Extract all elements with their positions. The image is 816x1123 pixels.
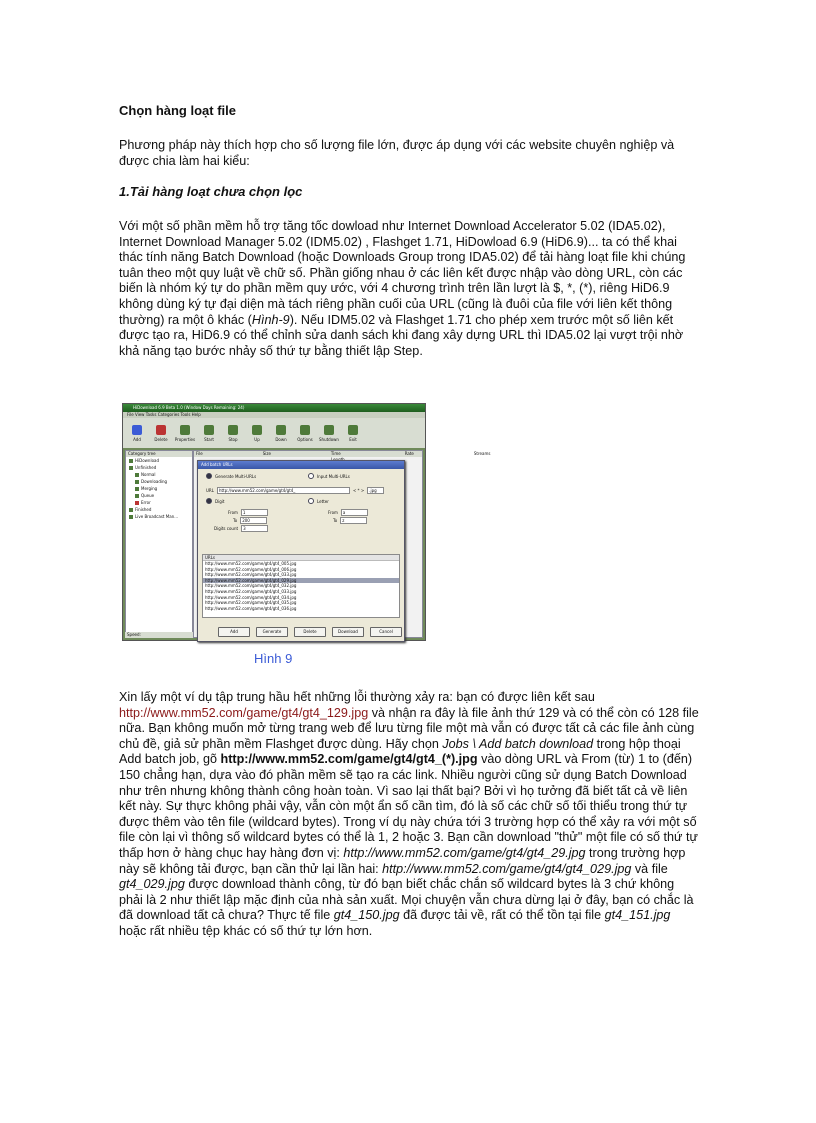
toolbar-start-button: Start [199,421,219,445]
url-ext-field: .jpg [367,487,384,494]
letter-to-row: To z [333,517,367,524]
dialog-add-button: Add [218,627,250,637]
letter-option: Letter [308,498,329,504]
radio-icon [308,473,314,479]
url-list-item: http://www.mm52.com/game/gt4/gt4_036.jpg [205,605,297,611]
dialog-title: Add batch URLs [198,461,404,469]
url-list-item: http://www.mm52.com/game/gt4/gt4_006.jpg [205,566,297,572]
url-row: URL http://www.mm52.com/game/gt4/gt4_ < * > .jpg [206,487,384,494]
up-arrow-icon [252,425,262,435]
figure-category-tree [125,450,193,638]
tree-item: HiDownload [126,457,192,464]
down-arrow-icon [276,425,286,435]
example-link[interactable]: http://www.mm52.com/game/gt4/gt4_129.jpg [119,705,369,720]
folder-icon [129,508,133,512]
figure-window-title: HiDownload 6.9 Beta 1.0 (Window Days Remaining: 24) [123,404,425,412]
page-title: Chọn hàng loạt file [119,103,236,118]
exit-icon [348,425,358,435]
to-row: To 200 [233,517,267,524]
urls-header: URLs [203,555,399,561]
url-list-item: http://www.mm52.com/game/gt4/gt4_033.jpg [205,588,297,594]
tree-item: Queue [126,492,192,499]
from-row: From 1 [228,509,268,516]
options-icon [300,425,310,435]
folder-icon [129,515,133,519]
toolbar-exit-button: Exit [343,421,363,445]
digits-row: Digits count 3 [214,525,268,532]
tree-item: Merging [126,485,192,492]
tree-item: Unfinished [126,464,192,471]
figure-screenshot [122,403,491,641]
add-batch-dialog [197,460,405,642]
url-list-item-selected: http://www.mm52.com/game/gt4/gt4_029.jpg [203,578,399,584]
from-field: 1 [241,509,268,516]
figure-caption: Hình 9 [254,651,293,666]
folder-icon [135,494,139,498]
toolbar-shutdown-button: Shutdown [319,421,339,445]
category-tree-header: Category tree [126,451,192,457]
dialog-delete-button: Delete [294,627,326,637]
tree-item: Live Broadcast Man... [126,513,192,520]
input-option: Input Multi-URLs [308,473,350,479]
shutdown-icon [324,425,334,435]
folder-icon [129,459,133,463]
tree-item: Normal [126,471,192,478]
delete-icon [156,425,166,435]
intro-paragraph: Phương pháp này thích hợp cho số lượng file lớn, được áp dụng với các website chuyên nghiệp và được chia làm hai kiểu: [119,138,675,168]
figure-toolbar [123,418,425,448]
tree-item: Downloading [126,478,192,485]
folder-icon [135,473,139,477]
figure-reference: Hình-9 [251,312,290,327]
start-icon [204,425,214,435]
error-icon [135,501,139,505]
dialog-cancel-button: Cancel [370,627,402,637]
toolbar-add-button: Add [127,421,147,445]
toolbar-up-button: Up [247,421,267,445]
figure-status: Speed: [125,632,193,638]
dialog-generate-button: Generate [256,627,288,637]
toolbar-down-button: Down [271,421,291,445]
add-icon [132,425,142,435]
toolbar-stop-button: Stop [223,421,243,445]
url-field: http://www.mm52.com/game/gt4/gt4_ [217,487,350,494]
to-field: 200 [240,517,267,524]
letter-from-row: From a [328,509,368,516]
stop-icon [228,425,238,435]
folder-icon [129,466,133,470]
dialog-buttons [218,627,402,637]
url-list-item: http://www.mm52.com/game/gt4/gt4_034.jpg [205,594,297,600]
tree-item: Finished [126,506,192,513]
paragraph-2: Xin lấy một ví dụ tập trung hầu hết những lỗi thường xảy ra: bạn có được liên kết sau http://www.mm52.com/game/gt4/gt4_129.jpg và nhận ra đây là file ảnh thứ 129 và có thể còn có 128 file nữa. Bạn không muốn mở từng trang web để lưu từng file một mà vẫn có được tất cả các file ảnh cùng chủ đề, giả sử phần mềm Flashget được dùng. Hãy chọn Jobs \ Add batch download trong hộp thoại Add batch job, gõ http://www.mm52.com/game/gt4/gt4_(*).jpg vào dòng URL và From (từ) 1 to (đến) 150 chẳng hạn, dựa vào đó phần mềm sẽ tạo ra các link. Nhiều người cũng sử dụng Batch Download như trên nhưng không thành công hoàn toàn. Vì sao lại thất bại? Bởi vì họ tưởng đã biết tất cả về liên kết này. Sự thực không phải vậy, vẫn còn một ẩn số cần tìm, đó là số các chữ số tối thiểu trong thứ tự được thêm vào tên file (wildcard bytes). Trong ví dụ này chứa tới 3 trường hợp có thể xảy ra với một số file còn lại vì thông số wildcard bytes có thể là 1, 2 hoặc 3. Bạn cần download "thử" một file có số thứ tự thấp hơn ở hàng chục hay hàng đơn vị: http://www.mm52.com/game/gt4/gt4_29.jpg trong trường hợp này sẽ không tải được, bạn cần thử lại lần hai: http://www.mm52.com/game/gt4/gt4_029.jpg và file gt4_029.jpg được download thành công, từ đó bạn biết chắc chắn số wildcard bytes là 3 chứ không phải là 2 như thiết lập mặc định của nhà sản xuất. Mọi chuyện vẫn chưa dừng lại ở đây, bạn có chắc là đã download tất cả chưa? Thực tế file gt4_150.jpg đã được tải về, rất có thể tồn tại file gt4_151.jpg hoặc rất nhiều tệp khác có số thứ tự lớn hơn. [119,690,699,938]
url-list-item: http://www.mm52.com/game/gt4/gt4_035.jpg [205,600,297,606]
properties-icon [180,425,190,435]
tree-item: Error [126,499,192,506]
para1-text-b: ). Nếu IDM5.02 và Flashget 1.71 cho phép xem trước một số liên kết được tạo ra, HiD6.9 có thể chỉnh sửa danh sách khi đang xây dựng URL thì IDA5.02 lại vượt trội nhờ khả năng tạo bước nhảy số thứ tự bằng thiết lập Step. [119,312,684,358]
toolbar-properties-button: Properties [175,421,195,445]
paragraph-1 [119,219,699,359]
section-heading: 1.Tải hàng loạt chưa chọn lọc [119,184,303,199]
toolbar-delete-button: Delete [151,421,171,445]
radio-icon [308,498,314,504]
file-list-header: File Size Time Rate Streams [196,451,491,456]
batch-url-pattern: http://www.mm52.com/game/gt4/gt4_(*).jpg [220,752,478,767]
figure-menubar: File View Tasks Categories Tools Help [123,412,425,418]
folder-icon [135,480,139,484]
radio-icon [206,473,212,479]
generate-option: Generate Multi-URLs [206,473,256,479]
para1-text-a: Với một số phần mềm hỗ trợ tăng tốc dowload như Internet Download Accelerator 5.02 (IDA5.02), Internet Download Manager 5.02 (IDM5.02) , Flashget 1.71, HiDowload 6.9 (HiD6.9)... ta có thể khai thác tính năng Batch Download (hoặc Downloads Group trong IDA5.02) để tải hàng loạt file khi chúng tuân theo một quy luật về chữ số. Phần giống nhau ở các liên kết được nhập vào dòng URL, còn các biến là nhóm ký tự do phần mềm quy ước, với 4 chương trình trên lần lượt là $, *, (*), riêng HiD6.9 không dùng ký tự đại diện mà tách riêng phần cuối của URL (cũng là đuôi của file với liên kết thông thường) ra một ô khác ( [119,219,686,327]
toolbar-options-button: Options [295,421,315,445]
dialog-download-button: Download [332,627,364,637]
digits-field: 3 [241,525,268,532]
digit-option: Digit [206,498,224,504]
url-list-item: http://www.mm52.com/game/gt4/gt4_032.jpg [205,583,297,589]
url-list-item: http://www.mm52.com/game/gt4/gt4_033.jpg [205,572,297,578]
folder-icon [135,487,139,491]
url-list-item: http://www.mm52.com/game/gt4/gt4_005.jpg [205,561,297,566]
urls-list [202,554,400,618]
radio-icon [206,498,212,504]
